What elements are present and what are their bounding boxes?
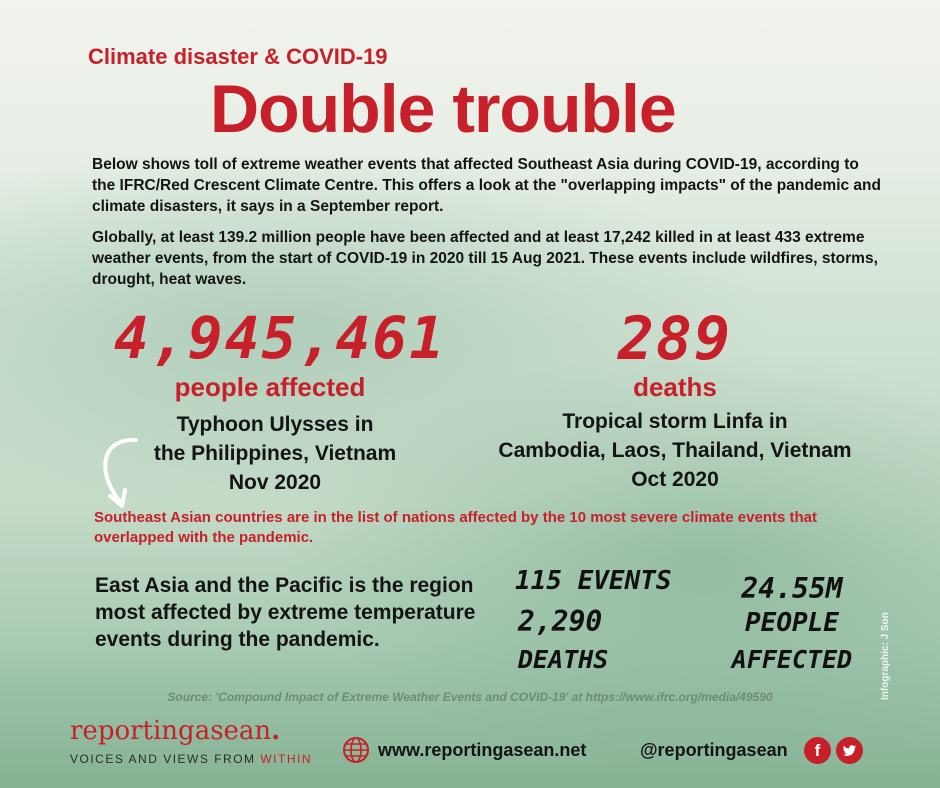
event-line: Tropical storm Linfa in (562, 410, 788, 433)
people-affected-label: people affected (174, 372, 366, 402)
source-citation: Source: 'Compound Impact of Extreme Weather Events and COVID-19' at https://www.ifrc.org/media/49590 (167, 690, 773, 704)
region-people-word: PEOPLE (745, 608, 839, 638)
event-line: the Philippines, Vietnam (153, 442, 397, 465)
region-people-number: 24.55M (741, 572, 843, 605)
twitter-bird-icon (836, 737, 863, 764)
globe-icon (342, 736, 370, 764)
tagline (70, 752, 312, 766)
event-line: Typhoon Ulysses in (176, 413, 374, 436)
infographic-credit: Infographic: J Son (880, 612, 891, 700)
website-link[interactable]: www.reportingasean.net (378, 740, 587, 760)
logo-text: reportingasean (70, 716, 272, 746)
region-events: 115 EVENTS (515, 566, 672, 596)
tagline-accent: WITHIN (260, 752, 313, 766)
region-affected-word: AFFECTED (731, 645, 853, 674)
intro-paragraph-2: Globally, at least 139.2 million people have been affected and at least 17,242 killed in at least 433 extreme weather events, from the start of COVID-19 in 2020 till 15 Aug 2021. These events include wildfires, storms, drought, heat waves. (92, 229, 878, 288)
headline: Double trouble (210, 71, 676, 147)
intro-paragraph-1: Below shows toll of extreme weather events that affected Southeast Asia during COVID-19, according to the IFRC/Red Crescent Climate Centre. This offers a look at the "overlapping impacts" of the pandemic and climate disasters, it says in a September report. (92, 156, 881, 215)
region-deaths-word: DEATHS (518, 645, 609, 674)
facebook-icon[interactable]: f (804, 737, 831, 764)
storm-linfa-info (490, 407, 860, 494)
region-deaths-number: 2,290 (518, 605, 603, 638)
event-date: Nov 2020 (228, 471, 322, 494)
deaths-number: 289 (617, 304, 733, 374)
event-date: Oct 2020 (631, 468, 719, 491)
logo-dot: . (271, 716, 281, 746)
curved-arrow-icon (92, 434, 152, 514)
tagline-main: VOICES AND VIEWS FROM (70, 752, 261, 766)
social-handle[interactable]: @reportingasean (640, 740, 788, 760)
people-affected-number: 4,945,461 (113, 304, 447, 372)
event-line: Cambodia, Laos, Thailand, Vietnam (498, 439, 852, 462)
reportingasean-logo[interactable] (70, 716, 280, 746)
deaths-label: deaths (633, 372, 717, 402)
kicker: Climate disaster & COVID-19 (88, 44, 388, 69)
region-summary: East Asia and the Pacific is the region most affected by extreme temperature events during the pandemic. (95, 574, 476, 651)
twitter-icon[interactable] (836, 737, 863, 764)
sea-warning-note: Southeast Asian countries are in the list of nations affected by the 10 most severe climate events that overlapped with the pandemic. (94, 509, 817, 546)
typhoon-ulysses-info (130, 410, 420, 497)
